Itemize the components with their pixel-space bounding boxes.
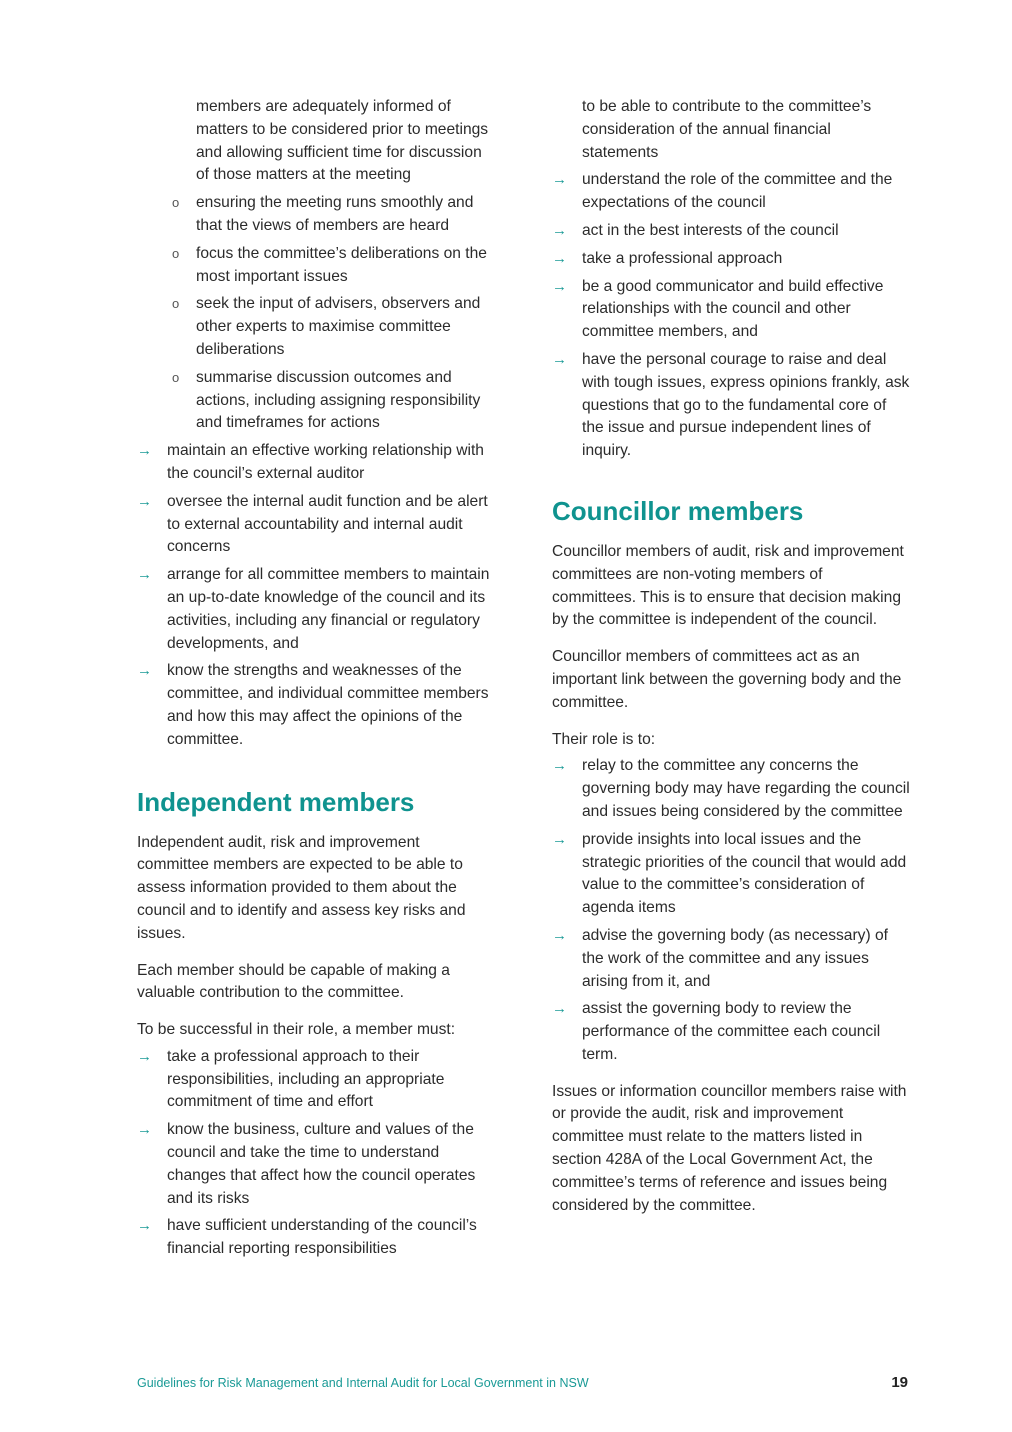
arrow-right-icon: → bbox=[137, 662, 152, 680]
list-item: → know the business, culture and values of the council and take the time to understand changes that affect how the council operates and its risks bbox=[137, 1121, 476, 1207]
paragraph: Their role is to: bbox=[552, 730, 656, 748]
circle-bullet-icon: o bbox=[172, 245, 180, 261]
list-item: → relay to the committee any concerns the governing body may have regarding the council and issues being considered by the committee bbox=[552, 757, 910, 820]
arrow-right-icon: → bbox=[552, 350, 567, 368]
arrow-right-icon: → bbox=[552, 277, 567, 295]
arrow-right-icon: → bbox=[552, 830, 567, 848]
paragraph: Councillor members of committees act as an important link between the governing body and the committee. bbox=[552, 648, 902, 711]
footer-title: Guidelines for Risk Management and Internal Audit for Local Government in NSW bbox=[137, 1376, 589, 1390]
paragraph: Each member should be capable of making a valuable contribution to the committee. bbox=[137, 961, 450, 1002]
list-item: → know the strengths and weaknesses of the committee, and individual committee members and how this may affect the opinions of the committee. bbox=[137, 662, 489, 748]
arrow-right-icon: → bbox=[552, 171, 567, 189]
list-item: o summarise discussion outcomes and actions, including assigning responsibility and timeframes for actions bbox=[172, 368, 481, 432]
list-item: → provide insights into local issues and the strategic priorities of the council that would add value to the committee’s consideration of agenda items bbox=[552, 830, 907, 917]
list-item: → have sufficient understanding of the council’s financial reporting responsibilities bbox=[137, 1217, 477, 1258]
arrow-right-icon: → bbox=[137, 1047, 152, 1065]
page-number: 19 bbox=[891, 1374, 908, 1391]
list-item: o seek the input of advisers, observers and other experts to maximise committee deliberations bbox=[172, 295, 481, 358]
arrow-right-icon: → bbox=[137, 442, 152, 460]
circle-bullet-icon: o bbox=[172, 195, 180, 211]
councillor-item-list bbox=[552, 755, 910, 1066]
paragraph: To be successful in their role, a member must: bbox=[137, 1021, 456, 1039]
arrow-right-icon: → bbox=[137, 566, 152, 584]
right-column bbox=[552, 96, 910, 1231]
independent-item-list-continued bbox=[552, 96, 910, 463]
circle-bullet-icon: o bbox=[172, 369, 180, 385]
list-item: o ensuring the meeting runs smoothly and that the views of members are heard bbox=[172, 194, 474, 234]
councillor-members-heading: Councillor members bbox=[552, 495, 804, 526]
list-item: → assist the governing body to review the performance of the committee each council term. bbox=[552, 1000, 881, 1063]
arrow-right-icon: → bbox=[552, 249, 567, 267]
paragraph: Issues or information councillor members raise with or provide the audit, risk and improvement committee must relate to the matters listed in section 428A of the Local Government Act, the committee’s terms of reference and issues being considered by the committee. bbox=[552, 1082, 907, 1214]
list-item: → take a professional approach bbox=[552, 248, 910, 271]
left-column bbox=[137, 96, 493, 1266]
circle-bullet-icon: o bbox=[172, 296, 180, 312]
list-item: → oversee the internal audit function and be alert to external accountability and internal audit concerns bbox=[137, 492, 488, 556]
paragraph: Independent audit, risk and improvement committee members are expected to be able to assess information provided to them about the council and to identify and assess key risks and issues. bbox=[137, 833, 466, 942]
independent-item-list bbox=[137, 1046, 493, 1261]
list-item: → have the personal courage to raise and deal with tough issues, express opinions frankly, ask questions that go to the fundamental core of the issue and pursue independent lines of inquiry. bbox=[552, 350, 910, 460]
list-item: → be a good communicator and build effective relationships with the council and other committee members, and bbox=[552, 277, 884, 341]
paragraph: Councillor members of audit, risk and improvement committees are non-voting members of committees. This is to ensure that decision making by the committee is independent of the council. bbox=[552, 542, 904, 629]
arrow-right-icon: → bbox=[137, 492, 152, 510]
list-item: o focus the committee’s deliberations on the most important issues bbox=[172, 244, 487, 285]
independent-members-heading: Independent members bbox=[137, 786, 415, 817]
chair-subitem-list bbox=[137, 96, 493, 435]
list-item: to be able to contribute to the committee’s consideration of the annual financial statements bbox=[582, 98, 872, 161]
list-item: → advise the governing body (as necessary) of the work of the committee and any issues arising from it, and bbox=[552, 926, 888, 990]
list-item: → arrange for all committee members to maintain an up-to-date knowledge of the council and its activities, including any financial or regulatory developments, and bbox=[137, 566, 490, 652]
arrow-right-icon: → bbox=[552, 757, 567, 775]
arrow-right-icon: → bbox=[552, 926, 567, 944]
list-item: → take a professional approach to their responsibilities, including an appropriate commitment of time and effort bbox=[137, 1047, 445, 1111]
list-item: → act in the best interests of the council bbox=[552, 220, 910, 243]
arrow-right-icon: → bbox=[552, 1000, 567, 1018]
list-item: → maintain an effective working relationship with the council’s external auditor bbox=[137, 442, 484, 482]
list-item: members are adequately informed of matters to be considered prior to meetings and allowing sufficient time for discussion of those matters at the meeting bbox=[196, 98, 489, 184]
arrow-right-icon: → bbox=[552, 221, 567, 239]
list-item: → understand the role of the committee and the expectations of the council bbox=[552, 171, 893, 212]
arrow-right-icon: → bbox=[137, 1217, 152, 1235]
arrow-right-icon: → bbox=[137, 1121, 152, 1139]
chair-item-list bbox=[137, 440, 493, 751]
